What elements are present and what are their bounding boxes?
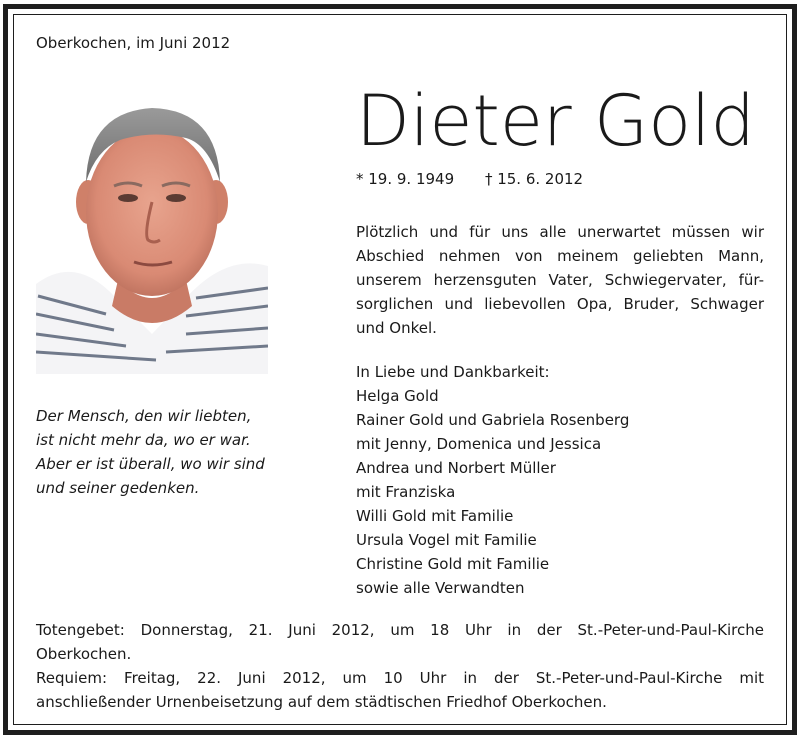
mourner-entry: Willi Gold mit Familie [356, 507, 514, 525]
message-line: unserem herzensguten Vater, Schwiegervater, für- [356, 271, 764, 289]
place-date: Oberkochen, im Juni 2012 [36, 34, 231, 52]
portrait-image [36, 84, 268, 374]
requiem-line: anschließender Urnenbeisetzung auf dem städtischen Friedhof Oberkochen. [36, 693, 607, 711]
mourner-entry: Christine Gold mit Familie [356, 555, 550, 573]
prayer-service-line: Oberkochen. [36, 645, 132, 663]
quote-line: Der Mensch, den wir liebten, [36, 407, 252, 425]
mourner-entry: Andrea und Norbert Müller [356, 459, 556, 477]
mourner-entry: Ursula Vogel mit Familie [356, 531, 537, 549]
service-details [36, 618, 764, 714]
birth-date: * 19. 9. 1949 [356, 170, 455, 188]
portrait-photo [36, 84, 268, 374]
prayer-service-line: Totengebet: Donnerstag, 21. Juni 2012, um 18 Uhr in der St.-Peter-und-Paul-Kirche [36, 621, 764, 639]
mourner-entry: mit Franziska [356, 483, 456, 501]
message-line: Plötzlich und für uns alle unerwartet müssen wir [356, 223, 764, 241]
life-dates [356, 170, 609, 188]
deceased-name: Dieter Gold [356, 80, 755, 162]
mourner-entry: mit Jenny, Domenica und Jessica [356, 435, 602, 453]
memorial-quote [36, 404, 286, 500]
message-line: sorglichen und liebevollen Opa, Bruder, Schwager [356, 295, 764, 313]
mourners-heading: In Liebe und Dankbarkeit: [356, 363, 550, 381]
mourner-entry: Helga Gold [356, 387, 439, 405]
death-date: † 15. 6. 2012 [484, 170, 584, 188]
mourner-entry: Rainer Gold und Gabriela Rosenberg [356, 411, 630, 429]
quote-line: und seiner gedenken. [36, 479, 200, 497]
announcement-text [356, 220, 764, 340]
requiem-line: Requiem: Freitag, 22. Juni 2012, um 10 Uhr in der St.-Peter-und-Paul-Kirche mit [36, 669, 764, 687]
quote-line: ist nicht mehr da, wo er war. [36, 431, 251, 449]
message-line: und Onkel. [356, 319, 437, 337]
mourner-entry: sowie alle Verwandten [356, 579, 525, 597]
mourners-list [356, 360, 629, 600]
message-line: Abschied nehmen von meinem geliebten Mann, [356, 247, 764, 265]
quote-line: Aber er ist überall, wo wir sind [36, 455, 265, 473]
